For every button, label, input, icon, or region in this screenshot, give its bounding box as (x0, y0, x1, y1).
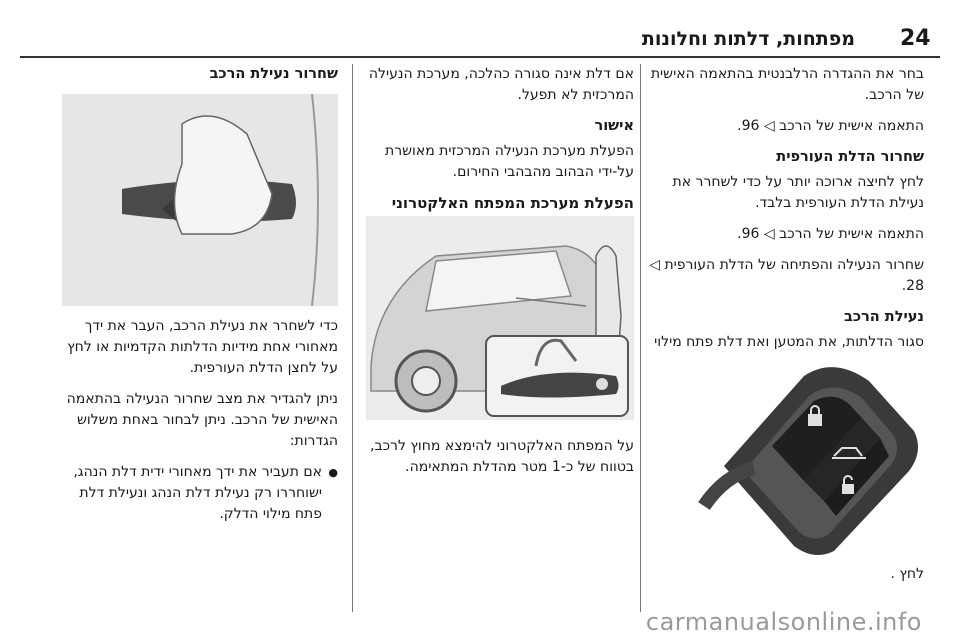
confirm-heading: אישור (594, 118, 634, 134)
list-item: ● אם תעביר את ידך מאחורי ידית דלת הנהג, ישוחררו רק נעילת דלת הנהג ונעילת דלת פתח מילוי הדלק. (62, 462, 338, 525)
lock-text: סגור הדלתות, את המטען ואת דלת פתח מילוי (654, 334, 924, 350)
unlock-text: כדי לשחרר את נעילת הרכב, העבר את ידך מאחורי אחת מידיות הדלתות הקדמיות או לחץ על לחצן הדלת העורפית. (67, 318, 338, 376)
section-heading-tailgate: שחרור הדלת העורפית (776, 149, 924, 165)
middle-caption-block (366, 436, 634, 488)
unlock-heading: שחרור נעילת הרכב (209, 66, 338, 82)
intro-reference: התאמה אישית של הרכב ◁ 96. (737, 118, 924, 134)
door-not-closed-text: אם דלת אינה סגורה כהלכה, מערכת הנעילה המרכזית לא תפעל. (368, 66, 634, 103)
header-rule (20, 56, 940, 58)
tailgate-reference: התאמה אישית של הרכב ◁ 96. (737, 226, 924, 242)
section-heading-lock: נעילת הרכב (844, 309, 924, 325)
car-person-illustration (366, 216, 634, 420)
column-divider (640, 64, 641, 612)
page-number: 24 (900, 26, 931, 51)
intro-text: בחר את ההגדרה הרלבנטית בהתאמה האישית של הרכב. (650, 66, 924, 103)
door-handle-illustration (62, 94, 338, 306)
key-caption: לחץ . (890, 566, 924, 582)
watermark: carmanualsonline.info (645, 608, 922, 636)
unlock-options-list (62, 462, 338, 525)
tailgate-text-2: שחרור הנעילה והפתיחה של הדלת העורפית ◁ 28. (649, 257, 924, 294)
key-fob-illustration (684, 356, 924, 556)
electronic-key-caption: על המפתח האלקטרוני להימצא מחוץ לרכב, בטווח של כ-1 מטר מהדלת המתאימה. (370, 438, 634, 475)
left-column (62, 64, 338, 89)
confirm-text: הפעלת מערכת הנעילה המרכזית מאושרת על-ידי הבהוב מהבהבי החירום. (385, 143, 634, 180)
column-divider (352, 64, 353, 612)
tailgate-text: לחץ לחיצה ארוכה יותר על כדי לשחרר את נעילת הדלת העורפית בלבד. (672, 174, 924, 211)
page-header (0, 26, 960, 56)
electronic-key-heading: הפעלת מערכת המפתח האלקטרוני (391, 194, 634, 212)
unlock-settings-text: ניתן להגדיר את מצב שחרור הנעילה בהתאמה האישית של הרכב. ניתן לבחור באחת משלוש הגדרות: (66, 391, 338, 449)
right-column (646, 64, 924, 384)
left-text-block (62, 316, 338, 525)
page-title: מפתחות, דלתות וחלונות (641, 28, 855, 50)
middle-column (366, 64, 634, 224)
